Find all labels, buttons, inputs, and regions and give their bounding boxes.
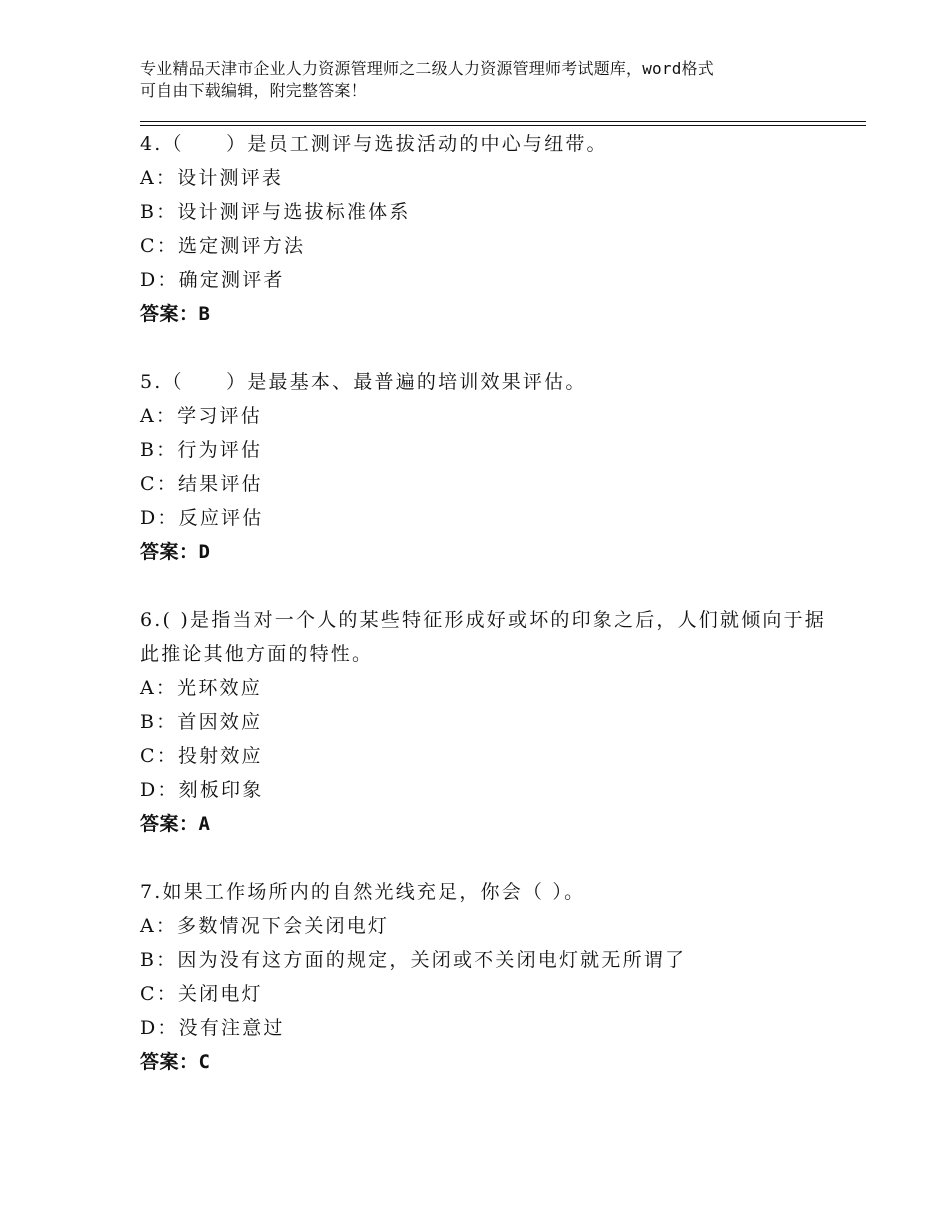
option-b: B：因为没有这方面的规定，关闭或不关闭电灯就无所谓了 bbox=[140, 949, 687, 971]
answer-label: 答案：A bbox=[140, 813, 211, 835]
option-b: B：首因效应 bbox=[140, 711, 263, 733]
question-text: 5.（ ）是最基本、最普遍的培训效果评估。 bbox=[140, 371, 587, 393]
question-list bbox=[140, 127, 840, 1113]
question-text: 7.如果工作场所内的自然光线充足，你会（ ）。 bbox=[140, 881, 586, 903]
header-divider-bottom bbox=[140, 125, 866, 126]
option-a: A：光环效应 bbox=[140, 677, 262, 699]
question-5 bbox=[140, 365, 840, 569]
option-d: D：没有注意过 bbox=[140, 1017, 285, 1039]
header-line-1: 专业精品天津市企业人力资源管理师之二级人力资源管理师考试题库，word格式 bbox=[140, 59, 714, 78]
option-a: A：设计测评表 bbox=[140, 167, 284, 189]
header-divider-top bbox=[140, 121, 866, 122]
answer-label: 答案：B bbox=[140, 303, 211, 325]
option-c: C：关闭电灯 bbox=[140, 983, 263, 1005]
question-4 bbox=[140, 127, 840, 331]
question-text: 4.（ ）是员工测评与选拔活动的中心与纽带。 bbox=[140, 133, 608, 155]
question-text: 6.( )是指当对一个人的某些特征形成好或坏的印象之后，人们就倾向于据此推论其他方面的特性。 bbox=[140, 609, 826, 665]
question-6 bbox=[140, 603, 840, 841]
answer-label: 答案：C bbox=[140, 1051, 211, 1073]
option-c: C：投射效应 bbox=[140, 745, 263, 767]
option-c: C：选定测评方法 bbox=[140, 235, 306, 257]
option-d: D：刻板印象 bbox=[140, 779, 264, 801]
answer-label: 答案：D bbox=[140, 541, 211, 563]
option-b: B：行为评估 bbox=[140, 439, 263, 461]
option-d: D：确定测评者 bbox=[140, 269, 285, 291]
option-c: C：结果评估 bbox=[140, 473, 263, 495]
document-header bbox=[140, 58, 820, 102]
option-a: A：学习评估 bbox=[140, 405, 262, 427]
header-line-2: 可自由下载编辑，附完整答案！ bbox=[140, 81, 367, 100]
option-b: B：设计测评与选拔标准体系 bbox=[140, 201, 411, 223]
question-7 bbox=[140, 875, 840, 1079]
option-d: D：反应评估 bbox=[140, 507, 264, 529]
option-a: A：多数情况下会关闭电灯 bbox=[140, 915, 390, 937]
